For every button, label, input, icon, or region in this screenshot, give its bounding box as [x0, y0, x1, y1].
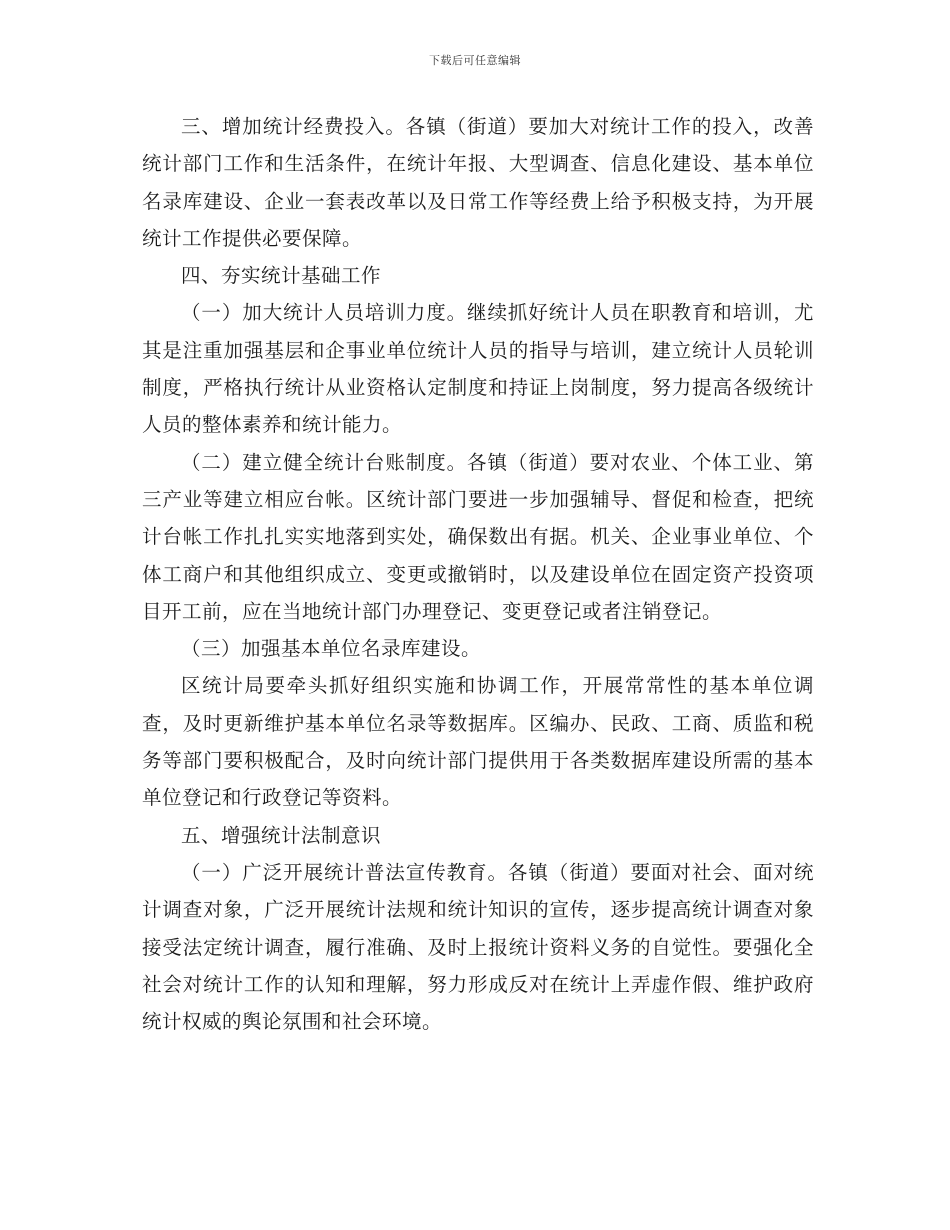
heading-section-5: 五、增强统计法制意识 [181, 823, 382, 847]
heading-section-4: 四、夯实统计基础工作 [181, 264, 382, 288]
paragraph-4-2: （二）建立健全统计台账制度。各镇（街道）要对农业、个体工业、第三产业等建立相应台帐。区统计部门要进一步加强辅导、督促和检查，把统计台帐工作扎扎实实地落到实处，确保数出有据。机关、企业事业单位、个体工商户和其他组织成立、变更或撤销时，以及建设单位在固定资产投资项目开工前，应在当地统计部门办理登记、变更登记或者注销登记。 [142, 450, 814, 623]
heading-4-3: （三）加强基本单位名录库建设。 [181, 637, 482, 661]
paragraph-4-1: （一）加大统计人员培训力度。继续抓好统计人员在职教育和培训，尤其是注重加强基层和企事业单位统计人员的指导与培训，建立统计人员轮训制度，严格执行统计从业资格认定制度和持证上岗制度，努力提高各级统计人员的整体素养和统计能力。 [142, 301, 814, 437]
page-header: 下载后可任意编辑 [429, 54, 521, 67]
paragraph-4-3-body: 区统计局要牵头抓好组织实施和协调工作，开展常常性的基本单位调查，及时更新维护基本单位名录等数据库。区编办、民政、工商、质监和税务等部门要积极配合，及时向统计部门提供用于各类数据库建设所需的基本单位登记和行政登记等资料。 [142, 674, 814, 810]
paragraph-5-1: （一）广泛开展统计普法宣传教育。各镇（街道）要面对社会、面对统计调查对象，广泛开展统计法规和统计知识的宣传，逐步提高统计调查对象接受法定统计调查，履行准确、及时上报统计资料义务的自觉性。要强化全社会对统计工作的认知和理解，努力形成反对在统计上弄虚作假、维护政府统计权威的舆论氛围和社会环境。 [142, 860, 814, 1034]
document-body [142, 108, 814, 1040]
paragraph-section-3: 三、增加统计经费投入。各镇（街道）要加大对统计工作的投入，改善统计部门工作和生活条件，在统计年报、大型调查、信息化建设、基本单位名录库建设、企业一套表改革以及日常工作等经费上给予积极支持，为开展统计工作提供必要保障。 [142, 115, 814, 250]
